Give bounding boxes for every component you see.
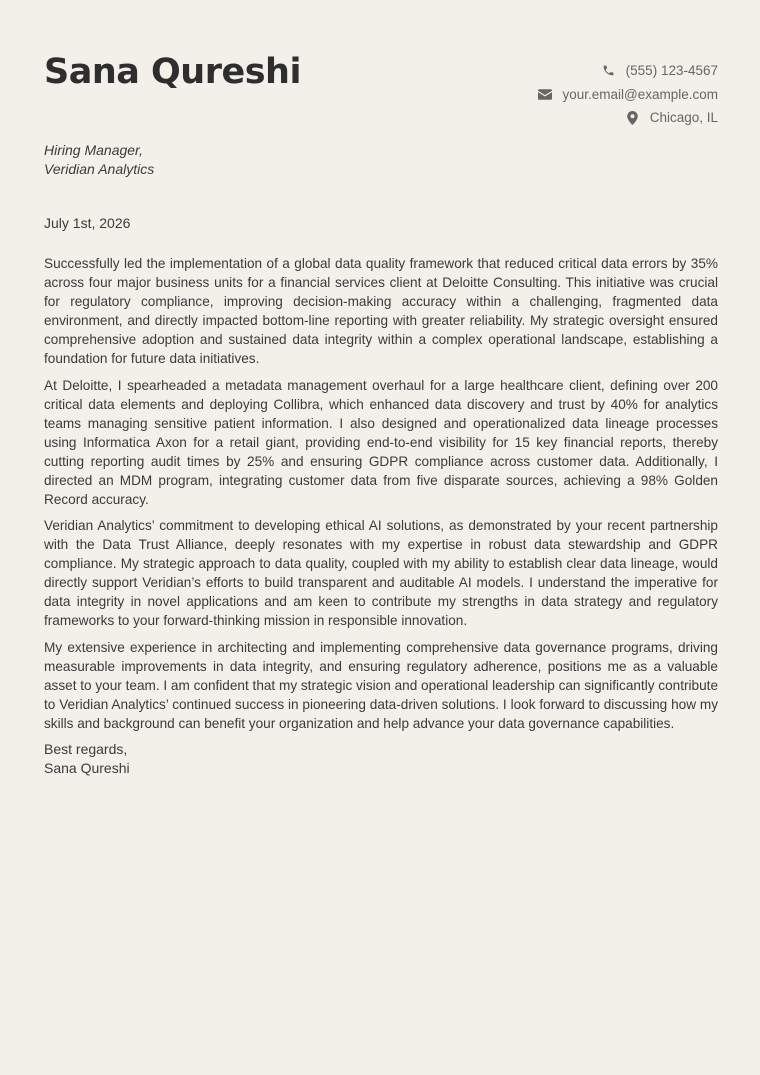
closing-signature: Sana Qureshi <box>44 760 130 776</box>
letter-body <box>44 254 718 778</box>
recipient-company: Veridian Analytics <box>44 161 155 177</box>
contact-location <box>538 106 718 130</box>
location-text: Chicago, IL <box>649 110 718 125</box>
phone-text: (555) 123-4567 <box>625 63 718 78</box>
email-text: your.email@example.com <box>562 86 718 102</box>
body-paragraph: Successfully led the implementation of a global data quality framework that reduced critical data errors by 35% across four major business units for a financial services client at Deloitte Consulting. This initiative was crucial for regulatory compliance, improving decision-making accuracy within a challenging, fragmented data environment, and directly impacted bottom-line reporting with greater reliability. My strategic oversight ensured comprehensive adoption and sustained data integrity within a complex operational landscape, establishing a foundation for future data initiatives. <box>44 256 718 366</box>
contact-email <box>538 83 718 107</box>
body-paragraph: Veridian Analytics’ commitment to developing ethical AI solutions, as demonstrated by your recent partnership with the Data Trust Alliance, deeply resonates with my expertise in robust data stewardship and GDPR compliance. My strategic approach to data quality, coupled with my ability to establish clear data lineage, would directly support Veridian’s efforts to build transparent and auditable AI models. I understand the imperative for data integrity in novel applications and am keen to contribute my strengths in data strategy and regulatory frameworks to your forward-thinking mission in responsible innovation. <box>44 518 718 628</box>
closing-salutation: Best regards, <box>44 741 128 757</box>
body-paragraph: My extensive experience in architecting and implementing comprehensive data governance programs, driving measurable improvements in data integrity, and ensuring regulatory adherence, positions me as a valuable asset to your team. I am confident that my strategic vision and operational leadership can significantly contribute to Veridian Analytics’ continued success in pioneering data-driven solutions. I look forward to discussing how my skills and background can benefit your organization and help advance your data governance capabilities. <box>44 639 719 731</box>
contact-block <box>538 59 718 130</box>
contact-phone <box>538 59 718 83</box>
recipient-title: Hiring Manager, <box>44 142 143 158</box>
applicant-name: Sana Qureshi <box>44 52 301 92</box>
map-pin-icon <box>626 111 640 125</box>
letter-date: July 1st, 2026 <box>44 215 131 231</box>
recipient-block <box>44 141 154 179</box>
phone-icon <box>602 64 616 78</box>
envelope-icon <box>538 87 552 101</box>
closing-block <box>44 740 718 778</box>
body-paragraph: At Deloitte, I spearheaded a metadata management overhaul for a large healthcare client, defining over 200 critical data elements and deploying Collibra, which enhanced data discovery and trust by 40% for analytics teams managing sensitive patient information. I also designed and operationalized data lineage processes using Informatica Axon for a retail giant, providing end-to-end visibility for 15 key financial reports, thereby cutting reporting audit times by 25% and ensuring GDPR compliance across customer data. Additionally, I directed an MDM program, integrating customer data from five disparate sources, achieving a 98% Golden Record accuracy. <box>44 377 718 507</box>
